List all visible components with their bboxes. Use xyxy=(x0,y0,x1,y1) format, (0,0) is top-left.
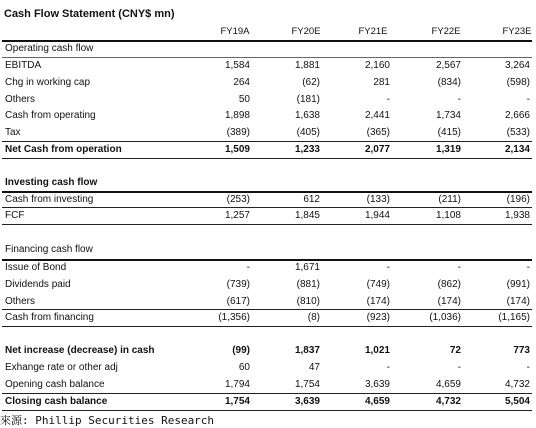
row-label: EBITDA xyxy=(5,60,42,71)
cell-fy23e: - xyxy=(526,262,530,273)
row-others-operating xyxy=(0,92,536,108)
cell-fy22e: 4,659 xyxy=(435,379,461,390)
cell-fy22e: 4,732 xyxy=(435,396,461,407)
row-divider xyxy=(2,309,532,310)
column-header-fy23e: FY23E xyxy=(502,26,532,37)
row-divider xyxy=(2,393,532,394)
row-label: Operating cash flow xyxy=(5,43,94,54)
row-divider xyxy=(2,40,532,42)
cell-fy19a: 1,794 xyxy=(224,379,250,390)
row-divider xyxy=(2,141,532,142)
cell-fy21e: 2,077 xyxy=(364,144,390,155)
cell-fy19a: (253) xyxy=(226,194,250,205)
cell-fy23e: (1,165) xyxy=(498,312,530,323)
cell-fy23e: 5,504 xyxy=(504,396,530,407)
cell-fy19a: 1,584 xyxy=(224,60,250,71)
cell-fy23e: (598) xyxy=(506,77,530,88)
cell-fy20e: (62) xyxy=(302,77,320,88)
row-divider xyxy=(2,57,532,58)
row-label: Dividends paid xyxy=(5,279,71,290)
row-chg-working-cap xyxy=(0,75,536,91)
row-divider xyxy=(2,326,532,327)
cell-fy19a: 60 xyxy=(238,362,250,373)
cell-fy20e: 1,233 xyxy=(294,144,320,155)
cell-fy23e: 773 xyxy=(513,345,530,356)
cell-fy23e: 3,264 xyxy=(504,60,530,71)
row-net-increase-cash xyxy=(0,343,536,359)
cell-fy21e: 4,659 xyxy=(364,396,390,407)
row-dividends-paid xyxy=(0,277,536,293)
row-label: Financing cash flow xyxy=(5,244,93,255)
cell-fy20e: (181) xyxy=(296,94,320,105)
row-divider xyxy=(2,207,532,208)
cell-fy19a: 50 xyxy=(238,94,250,105)
cell-fy19a: 1,257 xyxy=(224,210,250,221)
cell-fy22e: 1,108 xyxy=(435,210,461,221)
cell-fy20e: (810) xyxy=(296,296,320,307)
cell-fy22e: (174) xyxy=(437,296,461,307)
cell-fy20e: (405) xyxy=(296,127,320,138)
cell-fy22e: 72 xyxy=(449,345,461,356)
section-investing xyxy=(0,175,536,191)
cell-fy22e: - xyxy=(457,362,461,373)
cell-fy19a: (739) xyxy=(226,279,250,290)
cell-fy20e: 3,639 xyxy=(294,396,320,407)
row-label: FCF xyxy=(5,210,25,221)
cell-fy20e: 1,754 xyxy=(294,379,320,390)
cell-fy22e: (415) xyxy=(437,127,461,138)
row-label: Others xyxy=(5,94,36,105)
cell-fy22e: (834) xyxy=(437,77,461,88)
cell-fy23e: (196) xyxy=(506,194,530,205)
row-label: Closing cash balance xyxy=(5,396,108,407)
row-label: Others xyxy=(5,296,36,307)
cell-fy19a: 1,754 xyxy=(224,396,250,407)
source-note: 來源: Phillip Securities Research xyxy=(0,414,215,427)
cell-fy19a: 1,509 xyxy=(224,144,250,155)
row-divider xyxy=(2,191,532,193)
cell-fy23e: 4,732 xyxy=(504,379,530,390)
cell-fy22e: - xyxy=(457,262,461,273)
cell-fy20e: 1,671 xyxy=(294,262,320,273)
row-divider xyxy=(2,224,532,225)
cell-fy21e: - xyxy=(386,262,390,273)
cell-fy21e: 3,639 xyxy=(364,379,390,390)
cell-fy22e: (211) xyxy=(438,194,461,205)
cell-fy19a: (1,356) xyxy=(218,312,250,323)
cell-fy23e: (533) xyxy=(506,127,530,138)
row-label: Cash from operating xyxy=(5,110,96,121)
cell-fy23e: (174) xyxy=(506,296,530,307)
cell-fy23e: 2,666 xyxy=(504,110,530,121)
row-tax xyxy=(0,125,536,141)
cell-fy20e: (881) xyxy=(296,279,320,290)
column-header-fy21e: FY21E xyxy=(358,26,388,37)
cell-fy21e: 1,944 xyxy=(364,210,390,221)
row-divider xyxy=(2,410,532,411)
cell-fy21e: 281 xyxy=(373,77,390,88)
row-exchange-adj xyxy=(0,360,536,376)
row-fcf xyxy=(0,208,536,224)
cell-fy21e: (749) xyxy=(366,279,390,290)
cell-fy21e: (174) xyxy=(366,296,390,307)
row-label: Net increase (decrease) in cash xyxy=(5,345,155,356)
row-label: Chg in working cap xyxy=(5,77,91,88)
table-title: Cash Flow Statement (CNY$ mn) xyxy=(4,8,175,20)
cell-fy21e: (923) xyxy=(366,312,390,323)
row-label: Cash from financing xyxy=(5,312,94,323)
cell-fy23e: 2,134 xyxy=(504,144,530,155)
row-issue-of-bond xyxy=(0,260,536,276)
cell-fy22e: (1,036) xyxy=(429,312,461,323)
row-label: Cash from investing xyxy=(5,194,94,205)
cell-fy20e: (8) xyxy=(307,312,320,323)
row-others-financing xyxy=(0,294,536,310)
section-financing xyxy=(0,242,536,258)
cell-fy22e: 1,734 xyxy=(435,110,461,121)
section-operating xyxy=(0,41,536,57)
row-label: Net Cash from operation xyxy=(5,144,122,155)
cell-fy20e: 47 xyxy=(308,362,320,373)
cell-fy21e: - xyxy=(386,362,390,373)
row-net-cash-operation xyxy=(0,142,536,158)
cell-fy22e: 2,567 xyxy=(435,60,461,71)
cell-fy21e: (133) xyxy=(366,194,390,205)
cell-fy19a: - xyxy=(246,262,250,273)
row-divider xyxy=(2,259,532,261)
row-divider xyxy=(2,158,532,159)
row-cash-from-investing xyxy=(0,192,536,208)
row-cash-from-financing xyxy=(0,310,536,326)
cell-fy20e: 1,881 xyxy=(294,60,320,71)
column-header-row xyxy=(0,26,536,40)
cell-fy21e: 2,441 xyxy=(364,110,390,121)
row-ebitda xyxy=(0,58,536,74)
cell-fy23e: (991) xyxy=(506,279,530,290)
cell-fy20e: 1,638 xyxy=(294,110,320,121)
cell-fy23e: 1,938 xyxy=(504,210,530,221)
row-label: Exhange rate or other adj xyxy=(5,362,118,373)
cell-fy19a: (389) xyxy=(226,127,250,138)
cell-fy20e: 612 xyxy=(303,194,320,205)
cell-fy19a: (99) xyxy=(232,345,250,356)
row-label: Investing cash flow xyxy=(5,177,98,188)
column-header-fy20e: FY20E xyxy=(291,26,321,37)
column-header-fy22e: FY22E xyxy=(431,26,461,37)
row-opening-cash xyxy=(0,377,536,393)
cell-fy19a: 1,898 xyxy=(224,110,250,121)
cell-fy19a: (617) xyxy=(226,296,250,307)
cell-fy21e: - xyxy=(386,94,390,105)
cell-fy21e: (365) xyxy=(366,127,390,138)
row-closing-cash xyxy=(0,394,536,410)
row-label: Tax xyxy=(5,127,21,138)
row-label: Opening cash balance xyxy=(5,379,105,390)
cell-fy21e: 2,160 xyxy=(364,60,390,71)
cell-fy21e: 1,021 xyxy=(364,345,390,356)
cell-fy22e: 1,319 xyxy=(435,144,461,155)
row-label: Issue of Bond xyxy=(5,262,67,273)
cell-fy20e: 1,837 xyxy=(294,345,320,356)
row-cash-from-operating xyxy=(0,108,536,124)
column-header-fy19a: FY19A xyxy=(220,26,250,37)
cell-fy23e: - xyxy=(526,94,530,105)
cell-fy19a: 264 xyxy=(233,77,250,88)
cell-fy22e: (862) xyxy=(437,279,461,290)
cell-fy20e: 1,845 xyxy=(294,210,320,221)
cell-fy23e: - xyxy=(526,362,530,373)
cell-fy22e: - xyxy=(457,94,461,105)
